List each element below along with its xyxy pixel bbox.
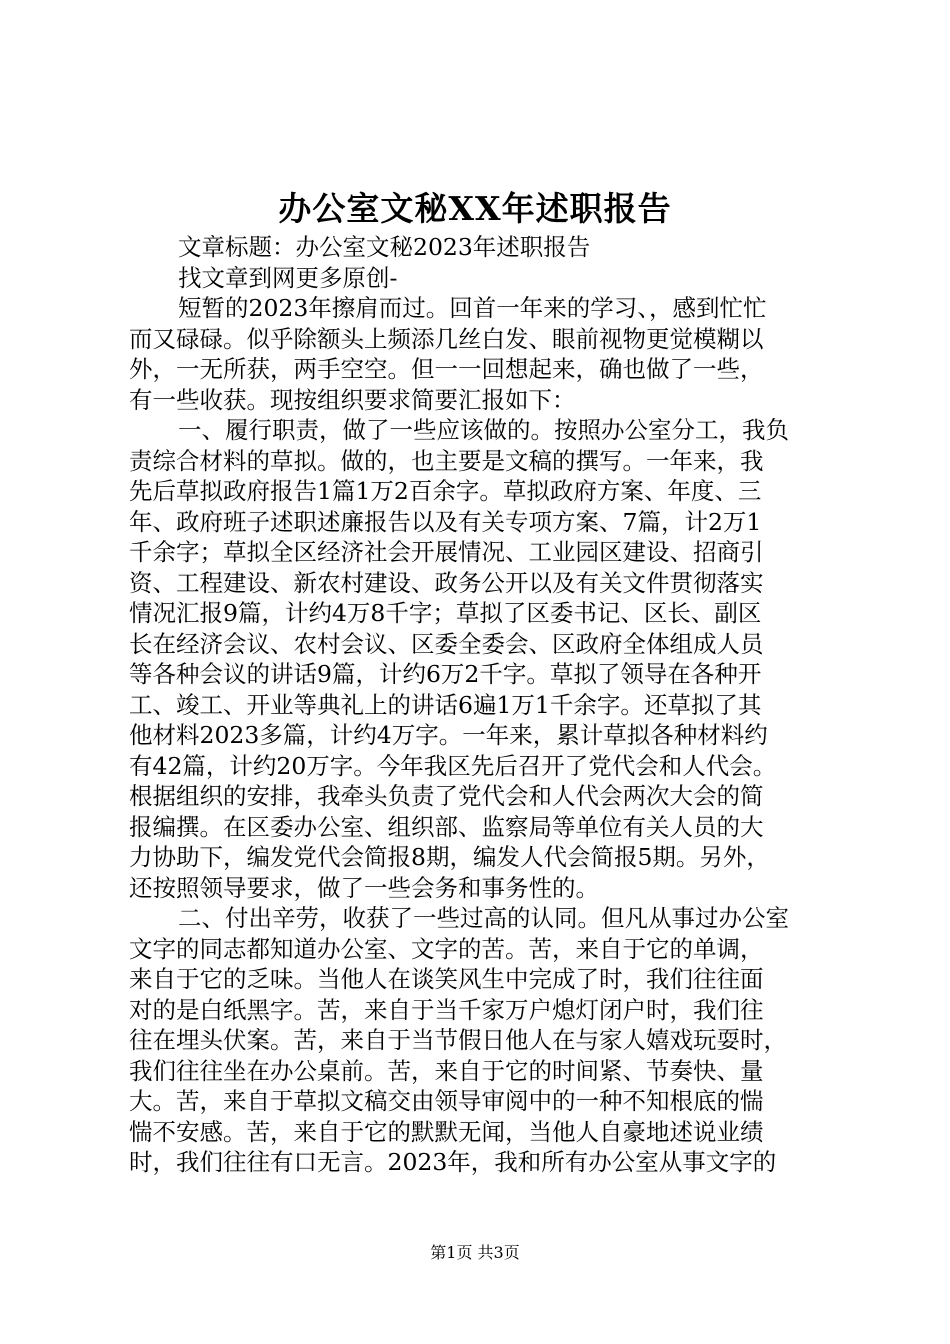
body-line: 有42篇，计约20万字。今年我区先后召开了党代会和人代会。 [129, 751, 777, 780]
body-line: 资、工程建设、新农村建设、政务公开以及有关文件贯彻落实 [129, 568, 764, 597]
body-line: 对的是白纸黑字。苦，来自于当千家万户熄灯闭户时，我们往 [129, 995, 764, 1024]
body-line: 而又碌碌。似乎除额头上频添几丝白发、眼前视物更觉模糊以 [129, 324, 764, 353]
body-line: 工、竣工、开业等典礼上的讲话6遍1万1千余字。还草拟了其 [129, 690, 762, 719]
body-line: 时，我们往往有口无言。2023年，我和所有办公室从事文字的 [129, 1148, 777, 1176]
body-line: 先后草拟政府报告1篇1万2百余字。草拟政府方案、年度、三 [129, 477, 762, 505]
body-line: 还按照领导要求，做了一些会务和事务性的。 [129, 873, 599, 902]
body-line: 短暂的2023年擦肩而过。回首一年来的学习、，感到忙忙 [178, 294, 767, 322]
body-line: 往在埋头伏案。苦，来自于当节假日他人在与家人嬉戏玩耍时， [129, 1026, 787, 1054]
body-line: 文章标题：办公室文秘2023年述职报告 [178, 233, 591, 261]
body-line: 文字的同志都知道办公室、文字的苦。苦，来自于它的单调， [129, 934, 764, 963]
body-line: 大。苦，来自于草拟文稿交由领导审阅中的一种不知根底的惴 [129, 1087, 764, 1115]
body-line: 力协助下，编发党代会简报8期，编发人代会简报5期。另外， [129, 843, 770, 871]
body-line: 一、履行职责，做了一些应该做的。按照办公室分工，我负 [178, 416, 789, 444]
body-line: 情况汇报9篇，计约4万8千字；草拟了区委书记、区长、副区 [129, 599, 762, 627]
body-line: 找文章到网更多原创- [178, 263, 398, 292]
body-line: 等各种会议的讲话9篇，计约6万2千字。草拟了领导在各种开 [129, 660, 762, 688]
body-line: 千余字；草拟全区经济社会开展情况、工业园区建设、招商引 [129, 538, 764, 566]
document-title: 办公室文秘XX年述职报告 [278, 189, 672, 228]
body-line: 来自于它的乏味。当他人在谈笑风生中完成了时，我们往往面 [129, 965, 764, 993]
body-line: 年、政府班子述职述廉报告以及有关专项方案、7篇，计2万1 [129, 507, 762, 536]
body-line: 我们往往坐在办公桌前。苦，来自于它的时间紧、节奏快、量 [129, 1056, 764, 1085]
document-body [129, 232, 824, 1178]
body-line: 责综合材料的草拟。做的，也主要是文稿的撰写。一年来，我 [129, 446, 764, 475]
body-line: 有一些收获。现按组织要求简要汇报如下： [129, 385, 576, 414]
body-line: 报编撰。在区委办公室、组织部、监察局等单位有关人员的大 [129, 812, 764, 841]
body-line: 根据组织的安排，我牵头负责了党代会和人代会两次大会的简 [129, 782, 764, 810]
body-line: 惴不安感。苦，来自于它的默默无闻，当他人自豪地述说业绩 [129, 1117, 764, 1146]
body-line: 外，一无所获，两手空空。但一一回想起来，确也做了一些， [129, 355, 764, 383]
body-line: 长在经济会议、农村会议、区委全委会、区政府全体组成人员 [129, 629, 764, 658]
page-footer: 第1页 共3页 [430, 1243, 520, 1262]
body-line: 他材料2023多篇，计约4万字。一年来，累计草拟各种材料约 [129, 721, 768, 749]
body-line: 二、付出辛劳，收获了一些过高的认同。但凡从事过办公室 [178, 904, 789, 932]
